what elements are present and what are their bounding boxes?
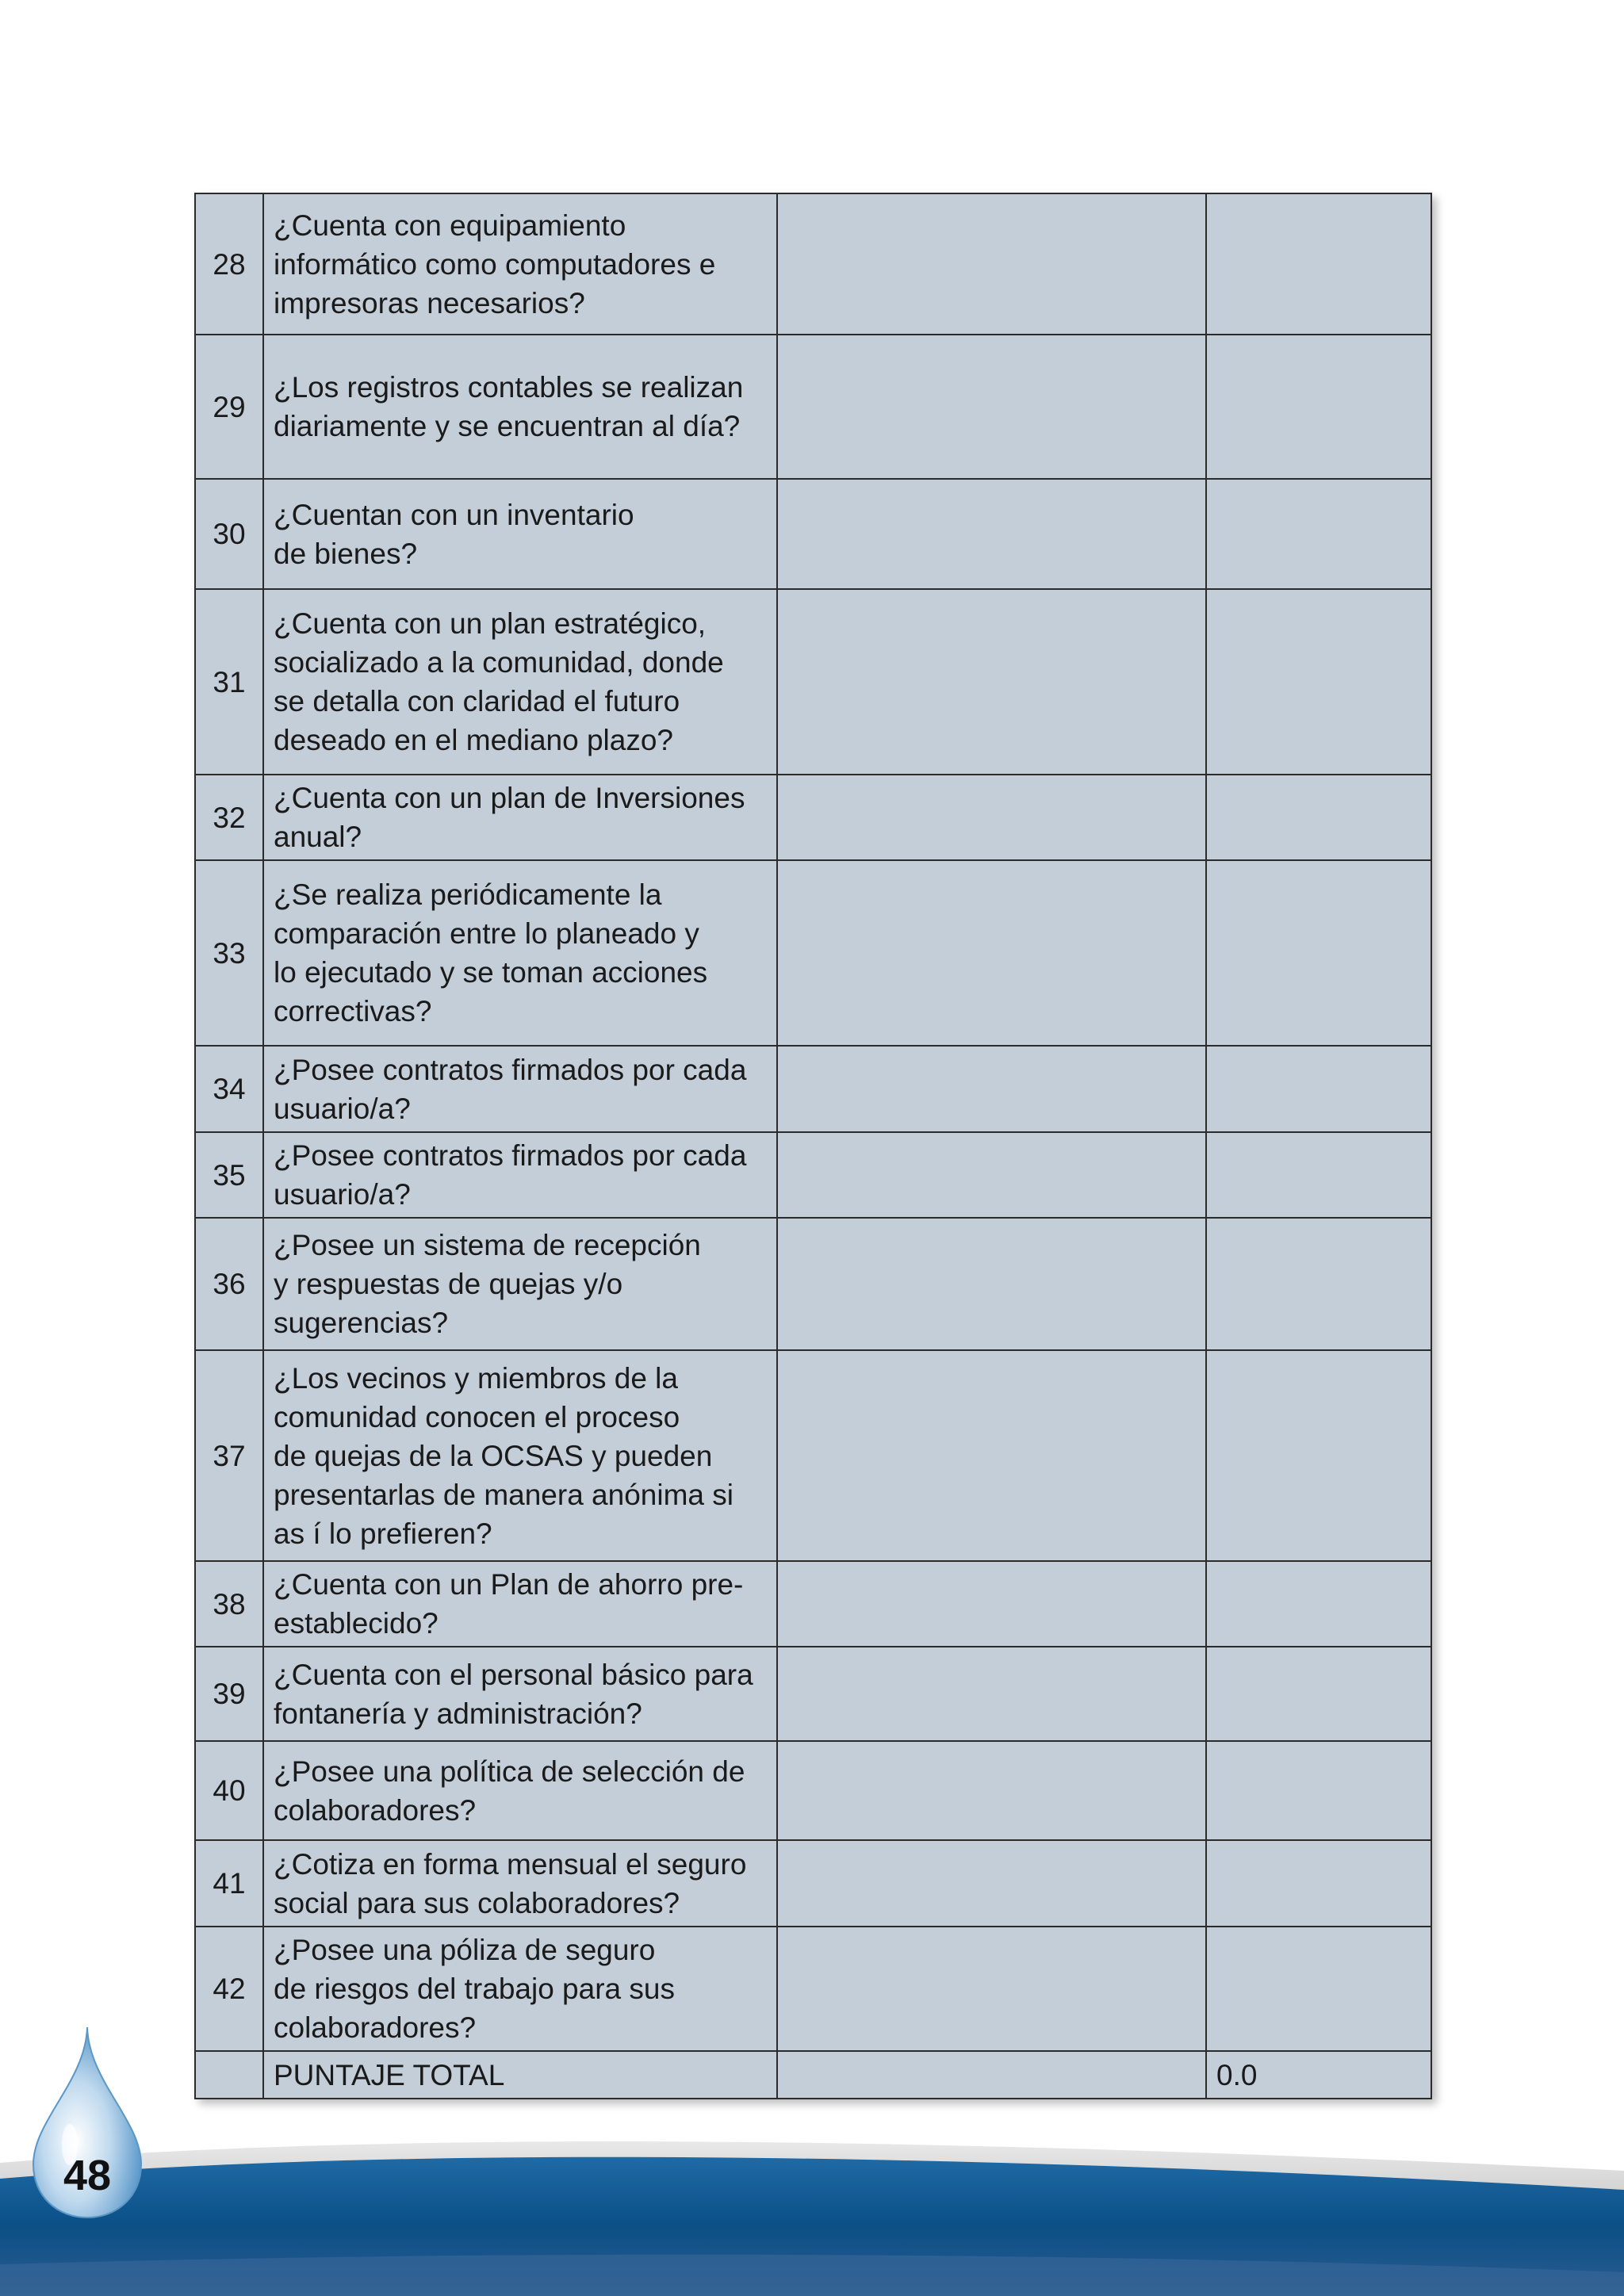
score-cell bbox=[1206, 1741, 1431, 1840]
score-cell bbox=[1206, 1132, 1431, 1218]
row-number: 35 bbox=[195, 1132, 263, 1218]
table-row bbox=[195, 1561, 1431, 1647]
answer-cell bbox=[777, 860, 1206, 1046]
table-row bbox=[195, 1046, 1431, 1132]
score-cell bbox=[1206, 860, 1431, 1046]
answer-cell bbox=[777, 775, 1206, 860]
total-row bbox=[195, 2051, 1431, 2099]
row-number: 30 bbox=[195, 479, 263, 589]
table-row bbox=[195, 479, 1431, 589]
question-text: ¿Cotiza en forma mensual el seguro social para sus colaboradores? bbox=[263, 1840, 777, 1927]
table-row bbox=[195, 1132, 1431, 1218]
row-number: 37 bbox=[195, 1350, 263, 1561]
answer-cell bbox=[777, 479, 1206, 589]
table-row bbox=[195, 193, 1431, 335]
question-text: ¿Posee una póliza de seguro de riesgos del trabajo para sus colaboradores? bbox=[263, 1927, 777, 2051]
total-label: PUNTAJE TOTAL bbox=[263, 2051, 777, 2099]
answer-cell bbox=[777, 1927, 1206, 2051]
page-number: 48 bbox=[63, 2152, 112, 2199]
score-cell bbox=[1206, 193, 1431, 335]
table-row bbox=[195, 860, 1431, 1046]
question-text: ¿Cuenta con un Plan de ahorro pre- establecido? bbox=[263, 1561, 777, 1647]
table-row bbox=[195, 1218, 1431, 1350]
table-row bbox=[195, 1350, 1431, 1561]
row-number: 28 bbox=[195, 193, 263, 335]
row-number: 38 bbox=[195, 1561, 263, 1647]
question-text: ¿Posee una política de selección de colaboradores? bbox=[263, 1741, 777, 1840]
table-row bbox=[195, 335, 1431, 479]
row-number: 31 bbox=[195, 589, 263, 775]
footer-wave bbox=[0, 2114, 1624, 2296]
question-text: ¿Posee contratos firmados por cada usuario/a? bbox=[263, 1046, 777, 1132]
score-cell bbox=[1206, 479, 1431, 589]
question-text: ¿Cuenta con un plan de Inversiones anual? bbox=[263, 775, 777, 860]
answer-cell bbox=[777, 589, 1206, 775]
answer-cell bbox=[777, 1561, 1206, 1647]
questionnaire-table-wrapper bbox=[194, 193, 1431, 2099]
score-cell bbox=[1206, 335, 1431, 479]
score-cell bbox=[1206, 589, 1431, 775]
questionnaire-table bbox=[194, 193, 1432, 2099]
answer-cell bbox=[777, 1647, 1206, 1741]
row-number: 33 bbox=[195, 860, 263, 1046]
score-cell bbox=[1206, 1927, 1431, 2051]
question-text: ¿Posee un sistema de recepción y respuestas de quejas y/o sugerencias? bbox=[263, 1218, 777, 1350]
answer-cell bbox=[777, 1218, 1206, 1350]
score-cell bbox=[1206, 1046, 1431, 1132]
row-number: 34 bbox=[195, 1046, 263, 1132]
table-row bbox=[195, 1927, 1431, 2051]
score-cell bbox=[1206, 1840, 1431, 1927]
question-text: ¿Cuentan con un inventario de bienes? bbox=[263, 479, 777, 589]
table-body bbox=[195, 193, 1431, 2099]
question-text: ¿Los vecinos y miembros de la comunidad conocen el proceso de quejas de la OCSAS y pueden presentarlas de manera anónima si as í lo prefieren? bbox=[263, 1350, 777, 1561]
score-cell bbox=[1206, 1350, 1431, 1561]
table-row bbox=[195, 589, 1431, 775]
row-number: 32 bbox=[195, 775, 263, 860]
answer-cell bbox=[777, 193, 1206, 335]
row-number: 40 bbox=[195, 1741, 263, 1840]
question-text: ¿Cuenta con un plan estratégico, socializado a la comunidad, donde se detalla con claridad el futuro deseado en el mediano plazo? bbox=[263, 589, 777, 775]
question-text: ¿Cuenta con el personal básico para fontanería y administración? bbox=[263, 1647, 777, 1741]
answer-cell bbox=[777, 1840, 1206, 1927]
question-text: ¿Se realiza periódicamente la comparación entre lo planeado y lo ejecutado y se toman acciones correctivas? bbox=[263, 860, 777, 1046]
table-row bbox=[195, 775, 1431, 860]
row-number: 36 bbox=[195, 1218, 263, 1350]
answer-cell bbox=[777, 1132, 1206, 1218]
question-text: ¿Posee contratos firmados por cada usuario/a? bbox=[263, 1132, 777, 1218]
table-row bbox=[195, 1840, 1431, 1927]
question-text: ¿Cuenta con equipamiento informático como computadores e impresoras necesarios? bbox=[263, 193, 777, 335]
answer-cell bbox=[777, 1350, 1206, 1561]
score-cell bbox=[1206, 775, 1431, 860]
score-cell bbox=[1206, 1647, 1431, 1741]
answer-cell bbox=[777, 335, 1206, 479]
total-score: 0.0 bbox=[1206, 2051, 1431, 2099]
table-row bbox=[195, 1647, 1431, 1741]
total-number-cell bbox=[195, 2051, 263, 2099]
row-number: 29 bbox=[195, 335, 263, 479]
row-number: 42 bbox=[195, 1927, 263, 2051]
score-cell bbox=[1206, 1561, 1431, 1647]
table-row bbox=[195, 1741, 1431, 1840]
answer-cell bbox=[777, 1046, 1206, 1132]
row-number: 41 bbox=[195, 1840, 263, 1927]
total-answer-cell bbox=[777, 2051, 1206, 2099]
question-text: ¿Los registros contables se realizan diariamente y se encuentran al día? bbox=[263, 335, 777, 479]
answer-cell bbox=[777, 1741, 1206, 1840]
row-number: 39 bbox=[195, 1647, 263, 1741]
score-cell bbox=[1206, 1218, 1431, 1350]
